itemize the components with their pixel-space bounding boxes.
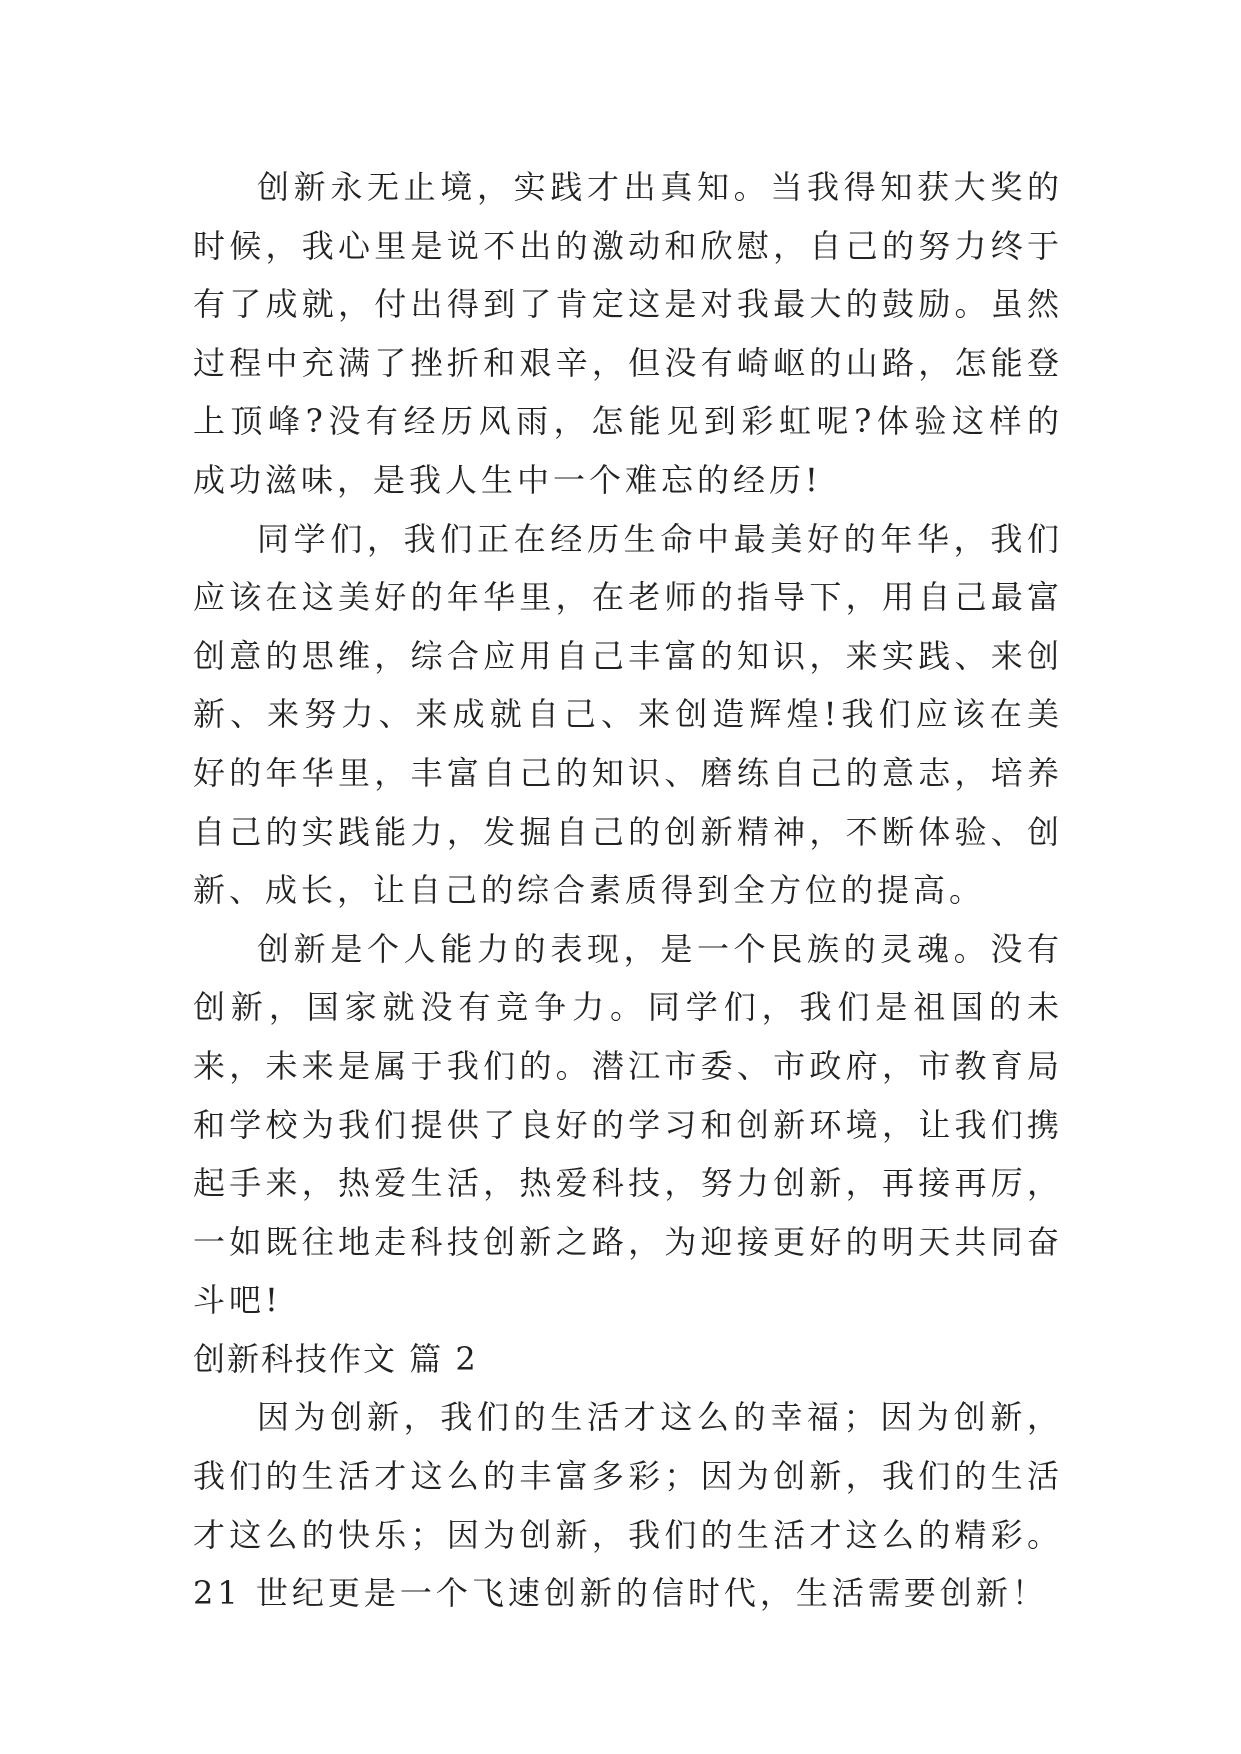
paragraph-2: 同学们，我们正在经历生命中最美好的年华，我们应该在这美好的年华里，在老师的指导下，用自己最富创意的思维，综合应用自己丰富的知识，来实践、来创新、来努力、来成就自己、来创造辉煌!我们应该在美好的年华里，丰富自己的知识、磨练自己的意志，培养自己的实践能力，发掘自己的创新精神，不断体验、创新、成长，让自己的综合素质得到全方位的提高。 [193, 519, 1063, 910]
document-body [193, 158, 1063, 1623]
section-paragraph-1: 因为创新，我们的生活才这么的幸福；因为创新，我们的生活才这么的丰富多彩；因为创新，我们的生活才这么的快乐；因为创新，我们的生活才这么的精彩。21 世纪更是一个飞速创新的信时代，生活需要创新！ [193, 1398, 1063, 1613]
paragraph-3: 创新是个人能力的表现，是一个民族的灵魂。没有创新，国家就没有竞争力。同学们，我们是祖国的未来，未来是属于我们的。潜江市委、市政府，市教育局和学校为我们提供了良好的学习和创新环境，让我们携起手来，热爱生活，热爱科技，努力创新，再接再厉，一如既往地走科技创新之路，为迎接更好的明天共同奋斗吧! [193, 929, 1063, 1320]
paragraph-1: 创新永无止境，实践才出真知。当我得知获大奖的时候，我心里是说不出的激动和欣慰，自己的努力终于有了成就，付出得到了肯定这是对我最大的鼓励。虽然过程中充满了挫折和艰辛，但没有崎岖的山路，怎能登上顶峰?没有经历风雨，怎能见到彩虹呢?体验这样的成功滋味，是我人生中一个难忘的经历! [193, 168, 1063, 499]
section-heading: 创新科技作文 篇 2 [193, 1339, 478, 1378]
